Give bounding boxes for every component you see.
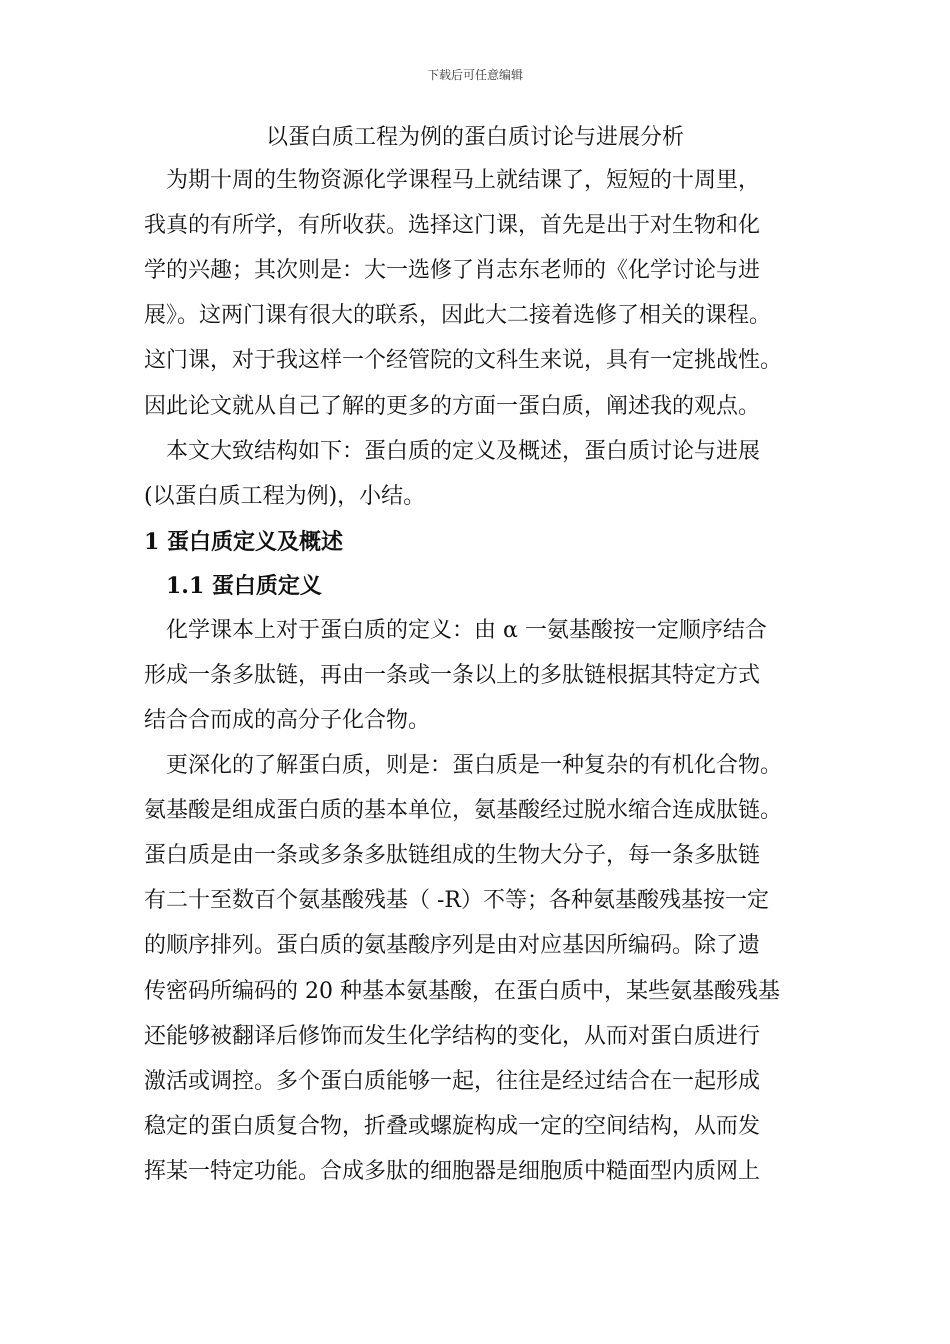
paragraph-line: 学的兴趣；其次则是：大一选修了肖志东老师的《化学讨论与进 bbox=[144, 258, 761, 283]
document-title: 以蛋白质工程为例的蛋白质讨论与进展分析 bbox=[265, 125, 684, 150]
paragraph-line: 氨基酸是组成蛋白质的基本单位，氨基酸经过脱水缩合连成肽链。 bbox=[144, 798, 783, 823]
paragraph-line: 蛋白质是由一条或多条多肽链组成的生物大分子，每一条多肽链 bbox=[144, 843, 761, 868]
paragraph-line: 因此论文就从自己了解的更多的方面一蛋白质，阐述我的观点。 bbox=[144, 394, 761, 419]
paragraph-line: 传密码所编码的 20 种基本氨基酸，在蛋白质中，某些氨基酸残基 bbox=[144, 979, 780, 1004]
section-heading: 1 蛋白质定义及概述 bbox=[144, 529, 343, 555]
paragraph-line: 这门课，对于我这样一个经管院的文科生来说，具有一定挑战性。 bbox=[144, 348, 783, 373]
paragraph-line: (以蛋白质工程为例)，小结。 bbox=[144, 484, 426, 509]
paragraph-line: 激活或调控。多个蛋白质能够一起，往往是经过结合在一起形成 bbox=[144, 1069, 761, 1094]
paragraph-line: 结合合而成的高分子化合物。 bbox=[144, 708, 431, 733]
subsection-heading: 1.1 蛋白质定义 bbox=[166, 573, 322, 599]
paragraph-line: 本文大致结构如下：蛋白质的定义及概述，蛋白质讨论与进展 bbox=[166, 439, 761, 464]
paragraph-line: 更深化的了解蛋白质，则是：蛋白质是一种复杂的有机化合物。 bbox=[166, 753, 783, 778]
paragraph-line: 还能够被翻译后修饰而发生化学结构的变化，从而对蛋白质进行 bbox=[144, 1024, 761, 1049]
paragraph-line: 的顺序排列。蛋白质的氨基酸序列是由对应基因所编码。除了遗 bbox=[144, 933, 761, 958]
paragraph-line: 稳定的蛋白质复合物，折叠或螺旋构成一定的空间结构，从而发 bbox=[144, 1114, 761, 1139]
paragraph-line: 形成一条多肽链，再由一条或一条以上的多肽链根据其特定方式 bbox=[144, 663, 761, 688]
paragraph-line: 有二十至数百个氨基酸残基（ -R）不等；各种氨基酸残基按一定 bbox=[144, 888, 769, 913]
paragraph-line: 挥某一特定功能。合成多肽的细胞器是细胞质中糙面型内质网上 bbox=[144, 1159, 761, 1184]
paragraph-line: 我真的有所学，有所收获。选择这门课，首先是出于对生物和化 bbox=[144, 213, 761, 238]
paragraph-line: 为期十周的生物资源化学课程马上就结课了，短短的十周里， bbox=[166, 168, 761, 193]
paragraph-line: 展》。这两门课有很大的联系，因此大二接着选修了相关的课程。 bbox=[144, 303, 772, 328]
paragraph-line: 化学课本上对于蛋白质的定义：由 α 一氨基酸按一定顺序结合 bbox=[166, 618, 767, 643]
page-header: 下载后可任意编辑 bbox=[426, 68, 523, 82]
